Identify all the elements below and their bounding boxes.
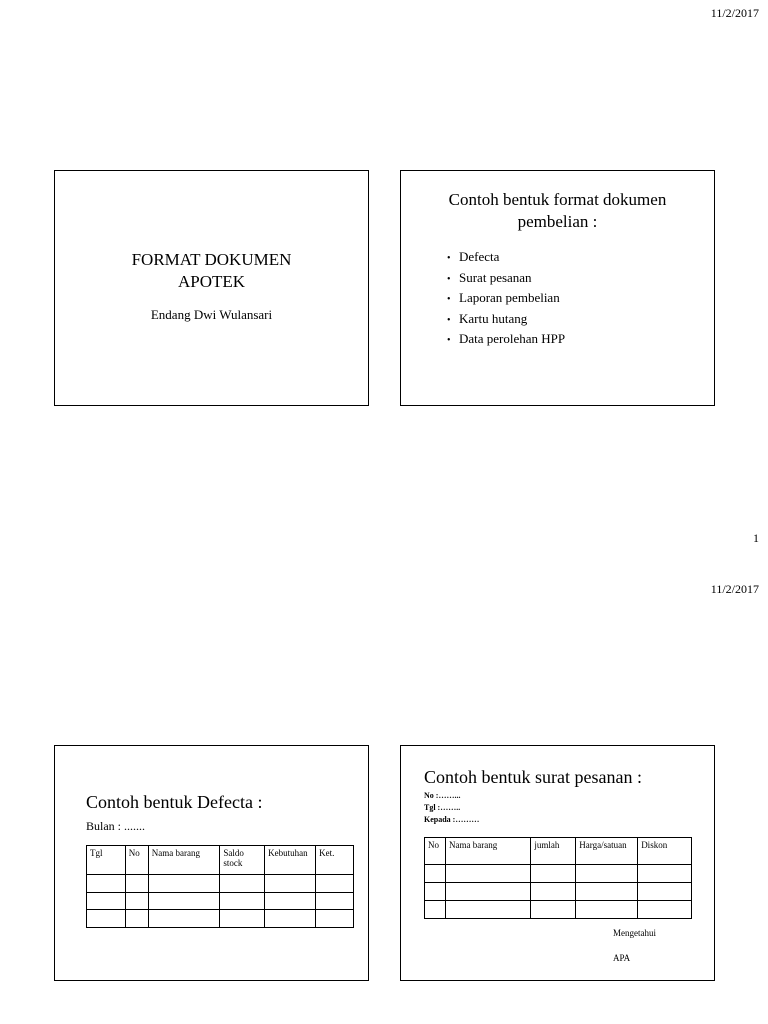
defecta-table (86, 845, 354, 928)
list-item (447, 268, 565, 289)
table-header-cell: Nama barang (445, 838, 530, 865)
table-row (87, 910, 354, 928)
list-item-label: Laporan pembelian (459, 290, 560, 305)
page1-date: 11/2/2017 (710, 6, 759, 20)
bullet-icon: • (447, 253, 451, 264)
list-item (447, 247, 565, 268)
bullet-icon: • (447, 294, 451, 305)
table-header-cell: No (425, 838, 446, 865)
table-header-cell: Tgl (87, 846, 126, 875)
slide4-mengetahui: Mengetahui (613, 928, 656, 938)
slide1-author: Endang Dwi Wulansari (150, 307, 273, 322)
slide2-bullet-list (447, 247, 565, 350)
table-header-cell: Diskon (638, 838, 692, 865)
list-item-label: Defecta (459, 249, 500, 264)
table-header-cell: Saldo stock (220, 846, 265, 875)
slide2-title-line2: pembelian : (517, 212, 598, 231)
table-row (425, 883, 692, 901)
table-header-cell: jumlah (531, 838, 576, 865)
table-row (425, 865, 692, 883)
bullet-icon: • (447, 314, 451, 326)
surat-pesanan-table (424, 837, 692, 919)
slide-surat-pesanan (400, 745, 715, 981)
table-header-row (425, 838, 692, 865)
table-header-cell: Nama barang (148, 846, 220, 875)
table-row (425, 901, 692, 919)
table-header-cell: Kebutuhan (265, 846, 316, 875)
bullet-icon: • (447, 273, 451, 285)
slide2-title-line1: Contoh bentuk format dokumen (448, 190, 667, 209)
list-item (447, 288, 565, 309)
slide3-title: Contoh bentuk Defecta : (86, 792, 263, 812)
list-item (447, 329, 565, 350)
bullet-icon: • (447, 335, 451, 346)
slide3-bulan: Bulan : ....... (86, 819, 145, 833)
slide4-apa: APA (613, 953, 631, 963)
list-item-label: Surat pesanan (459, 269, 532, 285)
table-header-cell: Ket. (316, 846, 354, 875)
table-row (87, 893, 354, 910)
table-header-cell: Harga/satuan (576, 838, 638, 865)
slide1-title-line2: APOTEK (177, 272, 246, 291)
slide4-no: No :……... (424, 791, 461, 800)
page2-date: 11/2/2017 (710, 582, 759, 596)
slide4-title: Contoh bentuk surat pesanan : (424, 767, 642, 787)
list-item-label: Kartu hutang (459, 310, 528, 326)
slide4-kepada: Kepada :……… (424, 815, 480, 824)
slide-title-card (54, 170, 369, 406)
table-header-row (87, 846, 354, 875)
list-item-label: Data perolehan HPP (459, 331, 566, 346)
table-row (87, 875, 354, 893)
slide-defecta (54, 745, 369, 981)
table-header-cell: No (125, 846, 148, 875)
slide1-title-line1: FORMAT DOKUMEN (131, 250, 292, 269)
slide4-tgl: Tgl :…….. (424, 803, 461, 812)
list-item (447, 309, 565, 330)
page1-number: 1 (753, 531, 759, 545)
slide-document-list (400, 170, 715, 406)
